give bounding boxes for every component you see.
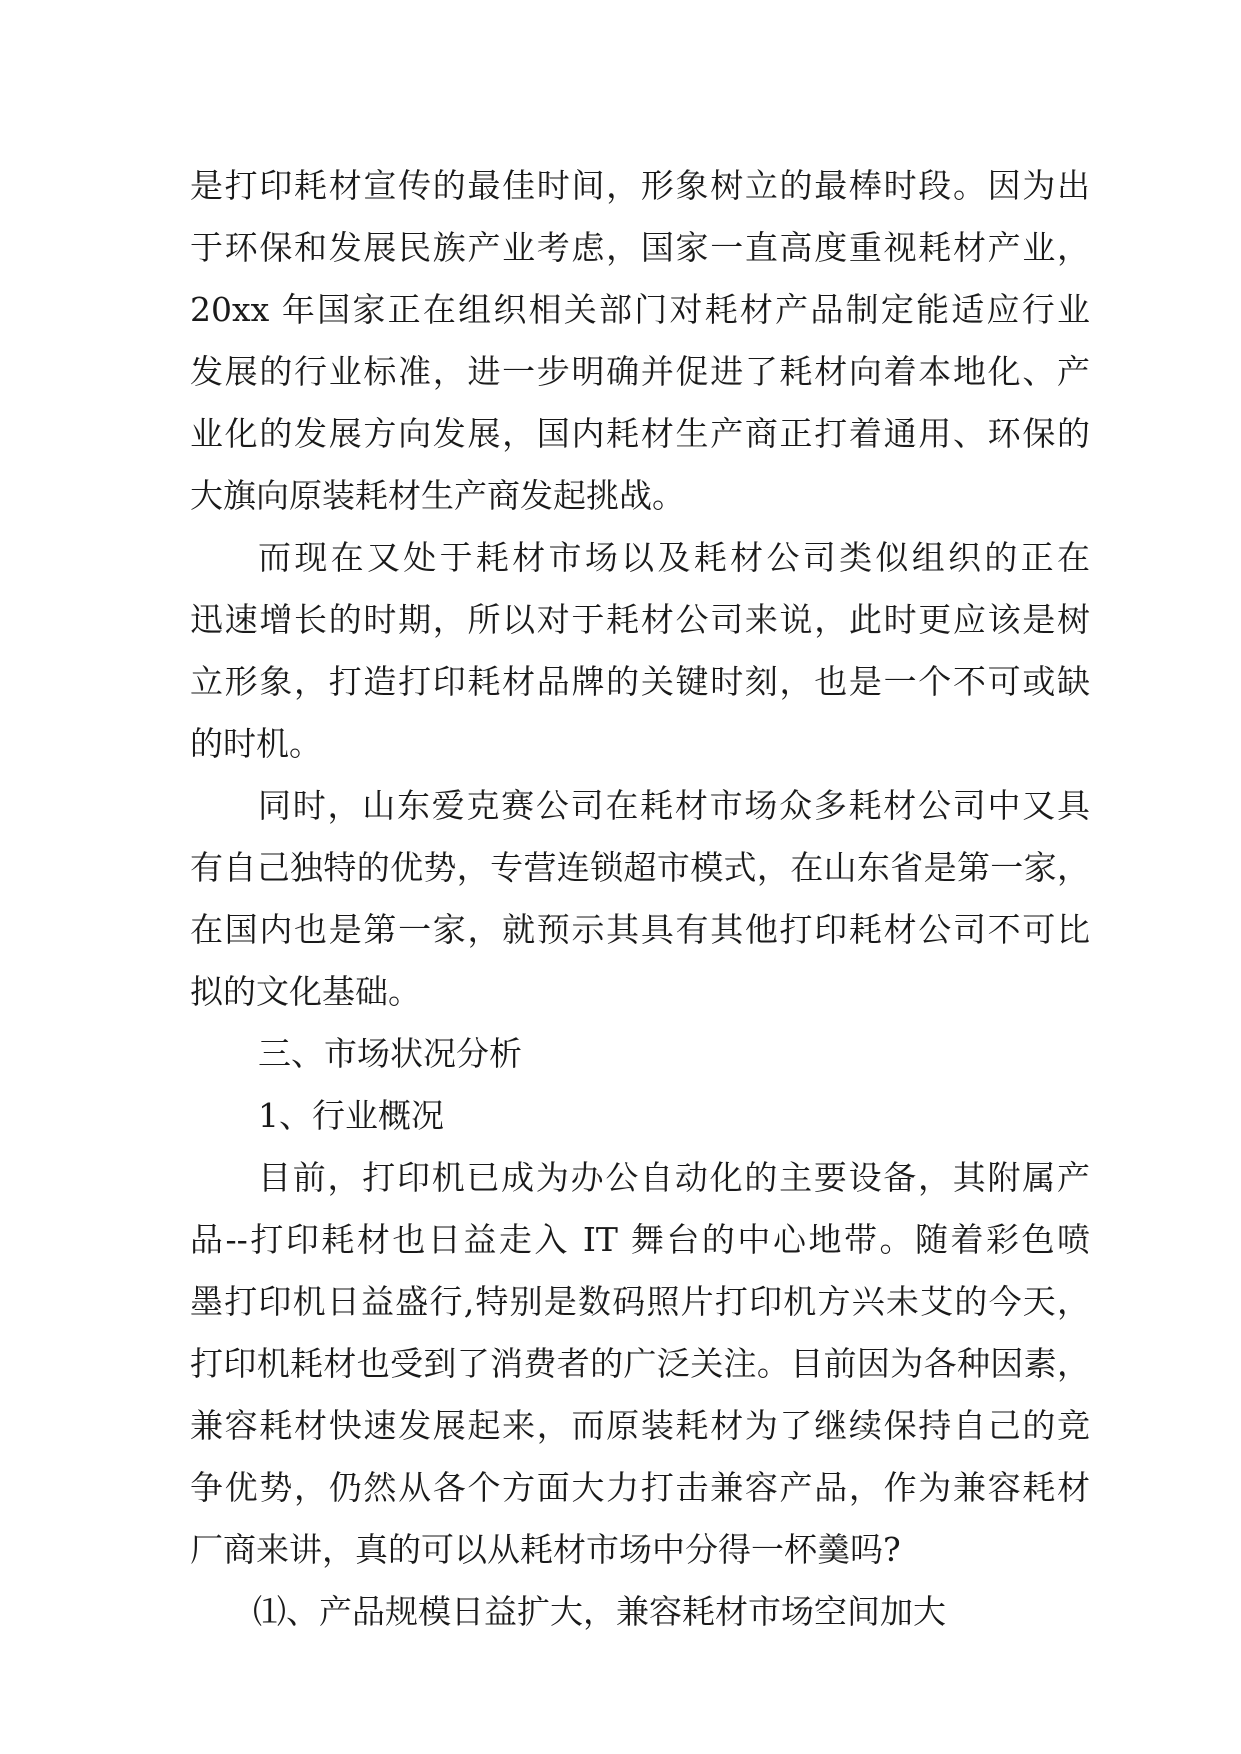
text-line: 墨打印机日益盛行,特别是数码照片打印机方兴未艾的今天， — [190, 1282, 1090, 1321]
text-line: 厂商来讲，真的可以从耗材市场中分得一杯羹吗? — [190, 1530, 901, 1569]
text-line: 争优势，仍然从各个方面大力打击兼容产品，作为兼容耗材 — [190, 1468, 1090, 1507]
text-line: 同时，山东爱克赛公司在耗材市场众多耗材公司中又具 — [258, 786, 1090, 825]
text-line: 的时机。 — [190, 724, 322, 763]
text-line: 有自己独特的优势，专营连锁超市模式，在山东省是第一家， — [190, 848, 1090, 887]
text-line: 于环保和发展民族产业考虑，国家一直高度重视耗材产业， — [190, 228, 1090, 267]
section-heading: 三、市场状况分析 — [258, 1034, 522, 1073]
text-line: 20xx 年国家正在组织相关部门对耗材产品制定能适应行业 — [190, 290, 1090, 329]
list-item-heading: ⑴、产品规模日益扩大，兼容耗材市场空间加大 — [253, 1592, 946, 1631]
text-line: 目前，打印机已成为办公自动化的主要设备，其附属产 — [258, 1158, 1090, 1197]
subsection-heading: 1、行业概况 — [258, 1096, 444, 1135]
text-line: 是打印耗材宣传的最佳时间，形象树立的最棒时段。因为出 — [190, 166, 1090, 205]
document-body — [190, 155, 1090, 1643]
text-line: 发展的行业标准，进一步明确并促进了耗材向着本地化、产 — [190, 352, 1090, 391]
text-line: 立形象，打造打印耗材品牌的关键时刻，也是一个不可或缺 — [190, 662, 1090, 701]
text-line: 大旗向原装耗材生产商发起挑战。 — [190, 476, 685, 515]
text-line: 而现在又处于耗材市场以及耗材公司类似组织的正在 — [258, 538, 1090, 577]
text-line: 打印机耗材也受到了消费者的广泛关注。目前因为各种因素， — [190, 1344, 1090, 1383]
text-line: 在国内也是第一家，就预示其具有其他打印耗材公司不可比 — [190, 910, 1090, 949]
text-line: 兼容耗材快速发展起来，而原装耗材为了继续保持自己的竞 — [190, 1406, 1090, 1445]
text-line: 迅速增长的时期，所以对于耗材公司来说，此时更应该是树 — [190, 600, 1090, 639]
text-line: 业化的发展方向发展，国内耗材生产商正打着通用、环保的 — [190, 414, 1090, 453]
text-line: 拟的文化基础。 — [190, 972, 421, 1011]
text-line: 品--打印耗材也日益走入 IT 舞台的中心地带。随着彩色喷 — [190, 1220, 1090, 1259]
